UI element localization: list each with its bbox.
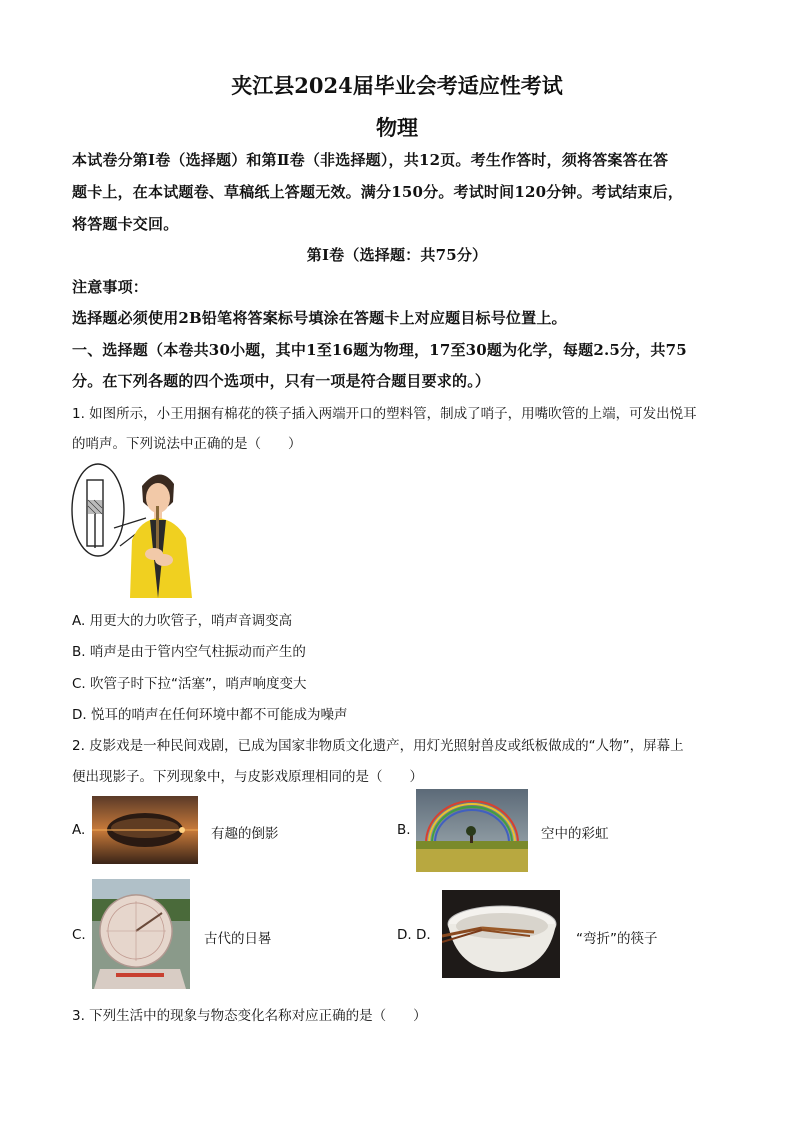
notes-label: 注意事项： xyxy=(72,278,149,296)
q2-option-c-caption: 古代的日晷 xyxy=(204,931,272,947)
q1-option-b: B. 哨声是由于管内空气柱振动而产生的 xyxy=(72,644,306,660)
instructions-line-1: 本试卷分第Ⅰ卷（选择题）和第Ⅱ卷（非选择题），共12页。考生作答时，须将答案答在答 xyxy=(72,151,669,169)
section-heading: 第Ⅰ卷（选择题：共75分） xyxy=(306,246,488,264)
notes-text: 选择题必须使用2B铅笔将答案标号填涂在答题卡上对应题目标号位置上。 xyxy=(72,309,567,327)
reflection-photo xyxy=(92,796,198,864)
exam-title: 夹江县2024届毕业会考适应性考试 xyxy=(231,73,563,98)
q1-whistle-illustration xyxy=(70,462,194,598)
q2-option-d-caption: “弯折”的筷子 xyxy=(576,931,658,947)
q1-option-c: C. 吹管子时下拉“活塞”，哨声响度变大 xyxy=(72,676,307,692)
q2-option-c-letter: C. xyxy=(72,927,86,943)
subject-title: 物理 xyxy=(376,115,418,140)
q2-option-b-caption: 空中的彩虹 xyxy=(541,826,609,842)
rainbow-photo xyxy=(416,789,528,872)
q1-option-d: D. 悦耳的哨声在任何环境中都不可能成为噪声 xyxy=(72,707,348,723)
instructions-line-3: 将答题卡交回。 xyxy=(72,215,179,233)
q1-option-a: A. 用更大的力吹管子，哨声音调变高 xyxy=(72,613,293,629)
part-heading-line-2: 分。在下列各题的四个选项中，只有一项是符合题目要求的。） xyxy=(72,372,491,390)
q2-option-b-letter: B. xyxy=(397,822,411,838)
q1-stem-line-2: 的哨声。下列说法中正确的是（ ） xyxy=(72,436,302,452)
q3-stem: 3. 下列生活中的现象与物态变化名称对应正确的是（ ） xyxy=(72,1008,427,1024)
q2-stem-line-2: 便出现影子。下列现象中，与皮影戏原理相同的是（ ） xyxy=(72,769,423,785)
q1-stem-line-1: 1. 如图所示，小王用捆有棉花的筷子插入两端开口的塑料管，制成了哨子，用嘴吹管的上端，可发出悦耳 xyxy=(72,406,697,422)
part-heading-line-1: 一、选择题（本卷共30小题，其中1至16题为物理，17至30题为化学，每题2.5分，共75 xyxy=(72,341,687,359)
q2-option-a-caption: 有趣的倒影 xyxy=(211,826,279,842)
bent-chopsticks-photo xyxy=(442,890,560,978)
q2-stem-line-1: 2. 皮影戏是一种民间戏剧，已成为国家非物质文化遗产，用灯光照射兽皮或纸板做成的“人物”，屏幕上 xyxy=(72,738,684,754)
instructions-line-2: 题卡上，在本试题卷、草稿纸上答题无效。满分150分。考试时间120分钟。考试结束后， xyxy=(72,183,684,201)
sundial-photo xyxy=(92,879,190,989)
q2-option-d-letter: D. D. xyxy=(397,927,431,943)
q2-option-a-letter: A. xyxy=(72,822,86,838)
